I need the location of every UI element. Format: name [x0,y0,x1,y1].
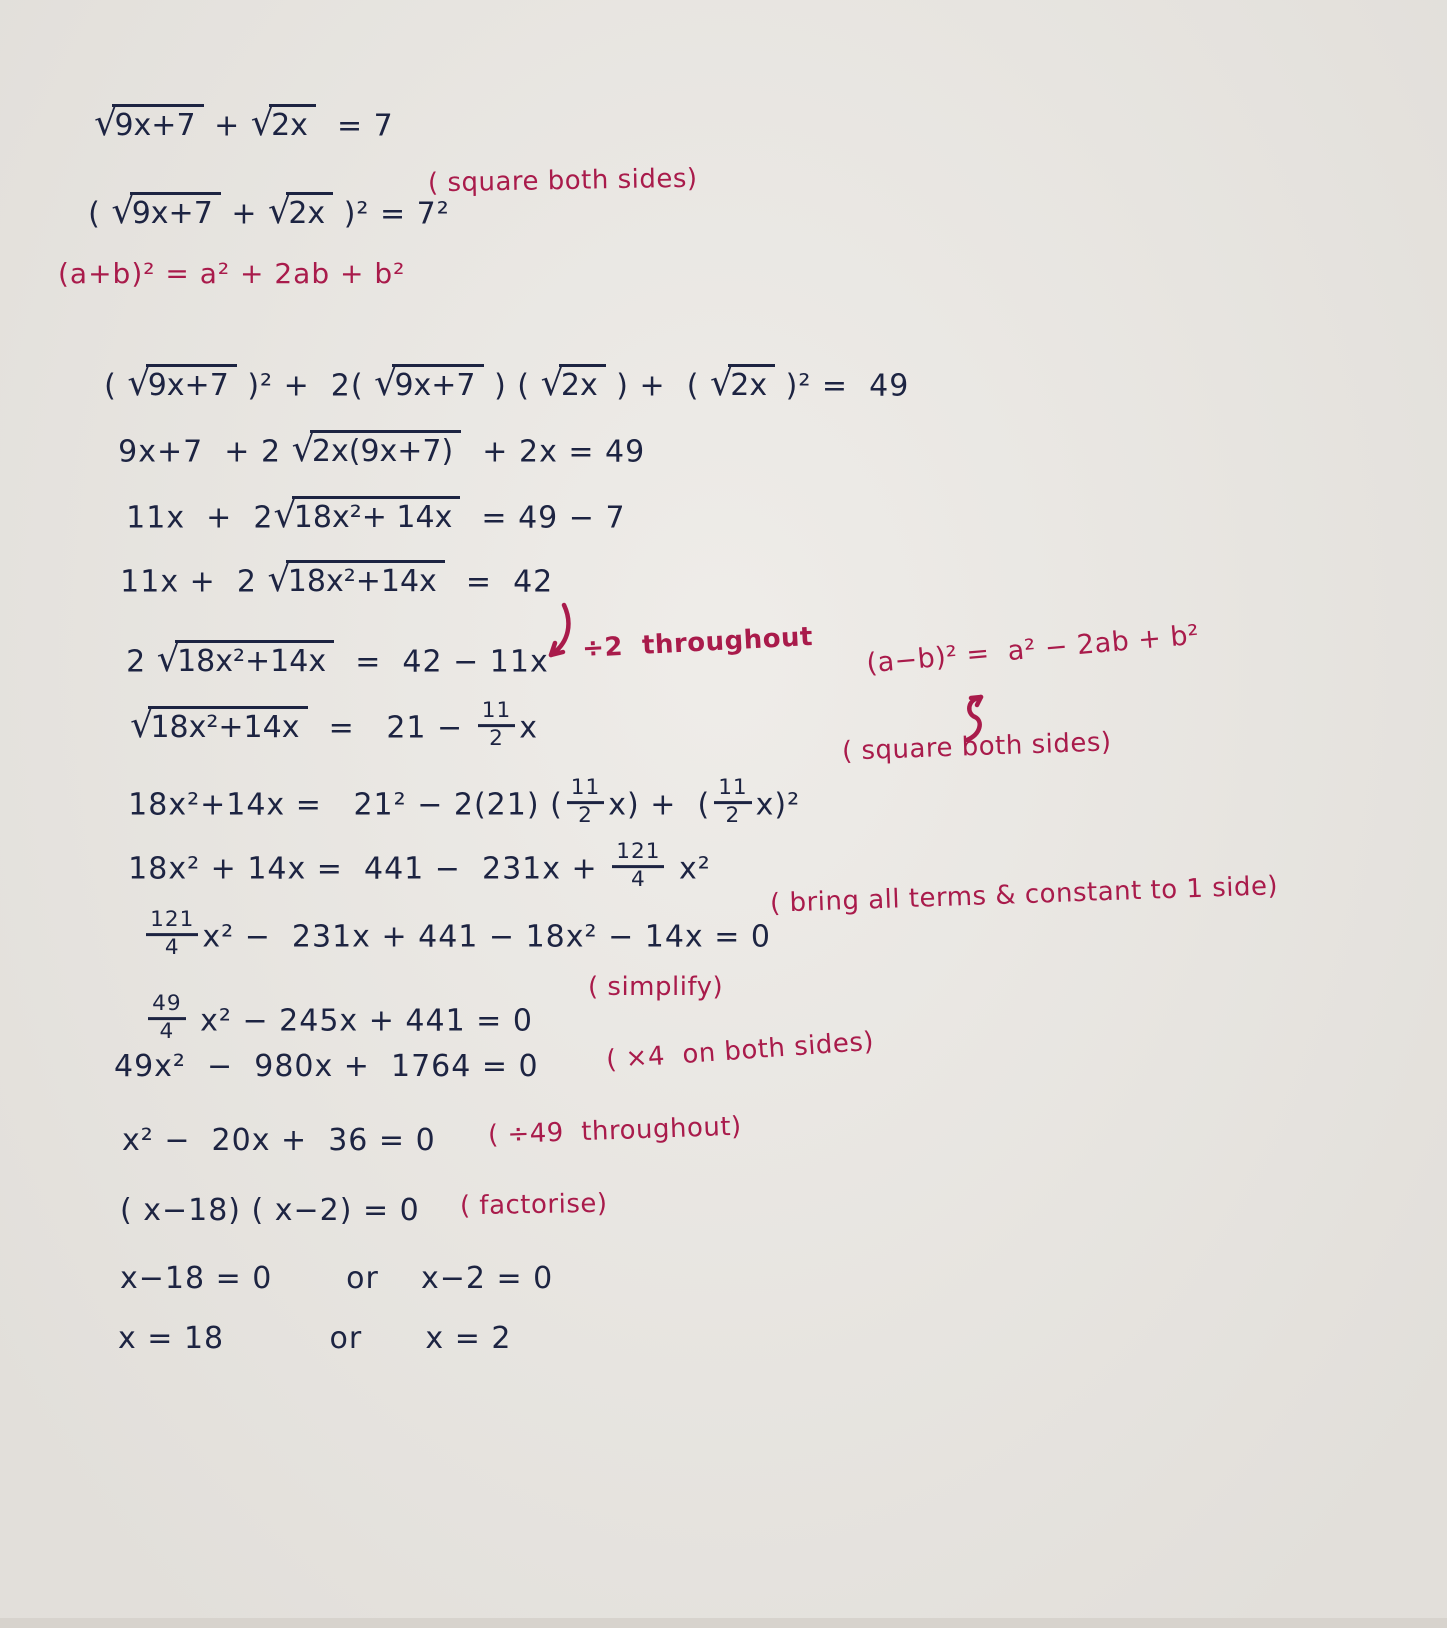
radical [130,702,307,748]
math-text: = 49 − 7 [460,500,626,536]
fraction [148,992,185,1044]
fraction [714,776,751,828]
radicand: 9x+7 [112,104,203,143]
math-text: 9x+7 + 2 [118,434,292,470]
fraction-denominator: 2 [578,802,593,828]
annotation-times4: ( ×4 on both sides) [605,1026,875,1076]
radical-sign-icon: √ [250,100,275,144]
math-text: x² − 231x + 441 − 18x² − 14x = 0 [202,919,771,955]
math-text: = 42 [444,564,554,600]
math-text: = 21 − [307,710,474,746]
fraction-numerator: 49 [148,992,185,1020]
radical [267,556,444,602]
radical-sign-icon: √ [111,188,135,232]
radical-sign-icon: √ [130,702,154,746]
fraction-denominator: 4 [159,1018,175,1044]
math-text: = 7 [315,108,394,144]
annotation-bring-terms: ( bring all terms & constant to 1 side) [769,871,1279,919]
radicand: 18x²+14x [175,640,334,679]
equation-line-15: x² − 20x + 36 = 0 [122,1123,436,1158]
fraction-denominator: 2 [489,725,504,751]
radical-sign-icon: √ [156,636,181,680]
annotation-divide49: ( ÷49 throughout) [487,1111,743,1151]
math-text: x)² [755,787,801,823]
radical [111,188,220,234]
math-text: )² + 2( [236,368,375,404]
radicand: 9x+7 [392,364,483,403]
equation-line-2 [46,150,450,271]
equation-line-16: ( x−18) ( x−2) = 0 [120,1193,420,1228]
radicand: 9x+7 [146,364,237,403]
radicand: 2x [559,364,606,403]
radical [268,188,333,234]
math-text: 11x + 2 [120,564,268,600]
math-text: ( [104,368,128,404]
fraction [146,908,198,960]
math-text: x² [668,851,711,887]
radicand: 18x²+14x [148,706,307,745]
equation-line-14: 49x² − 980x + 1764 = 0 [114,1049,539,1084]
fraction-denominator: 4 [164,934,180,960]
fraction-numerator: 11 [478,699,515,727]
identity-a-plus-b: (a+b)² = a² + 2ab + b² [58,257,406,290]
radical [251,100,316,146]
radical-sign-icon: √ [291,426,315,470]
fraction-numerator: 121 [146,908,198,936]
radical-sign-icon: √ [540,360,564,404]
radical-sign-icon: √ [268,188,292,232]
radical [710,360,775,406]
radicand: 2x [286,192,333,231]
annotation-square-both-sides-2: ( square both sides) [841,727,1113,767]
fraction-numerator: 11 [714,776,751,804]
fraction-numerator: 121 [612,840,664,868]
annotation-square-both-sides-1: ( square both sides) [427,163,698,199]
math-text: x) + ( [608,787,711,823]
radical-sign-icon: √ [273,492,297,536]
radicand: 9x+7 [130,192,221,231]
math-text: )² = 49 [775,368,910,404]
radicand: 2x(9x+7) [310,430,461,469]
radical-sign-icon: √ [374,360,398,404]
equation-line-18: x = 18 or x = 2 [118,1321,512,1356]
radical-sign-icon: √ [127,360,151,404]
radical-sign-icon: √ [709,360,734,404]
math-text: + [203,108,251,144]
math-text: x [519,710,538,746]
identity-a-minus-b: (a−b)² = a² − 2ab + b² [865,619,1201,680]
radicand: 18x²+ 14x [292,496,461,535]
math-text: ( [88,196,112,232]
radical-sign-icon: √ [267,556,291,600]
radical [94,100,203,146]
annotation-divide2-throughout: ÷2 throughout [581,621,814,665]
fraction-numerator: 11 [567,776,604,804]
math-text: + [220,196,269,232]
radicand: 18x²+14x [286,560,445,599]
math-text: + 2x = 49 [461,434,646,470]
math-text: ) ( [483,368,541,404]
math-text: = 42 − 11x [334,644,549,680]
annotation-factorise: ( factorise) [459,1188,608,1222]
math-text: ) + ( [605,368,710,404]
math-text: x² − 245x + 441 = 0 [189,1003,533,1039]
math-text: 2 [126,644,157,680]
equation-line-17: x−18 = 0 or x−2 = 0 [120,1261,554,1296]
radicand: 2x [269,104,316,143]
fraction-denominator: 2 [725,802,741,828]
math-text: 18x² + 14x = 441 − 231x + [128,851,609,887]
divide-arrow-icon [536,602,574,664]
annotation-simplify: ( simplify) [588,972,724,1002]
fraction-denominator: 4 [630,866,646,892]
radicand: 2x [728,364,775,403]
math-text: )² = 7² [333,196,450,232]
radical-sign-icon: √ [94,100,118,144]
math-text: 18x²+14x = 21² − 2(21) ( [128,787,563,823]
math-text: 11x + 2 [126,500,274,536]
